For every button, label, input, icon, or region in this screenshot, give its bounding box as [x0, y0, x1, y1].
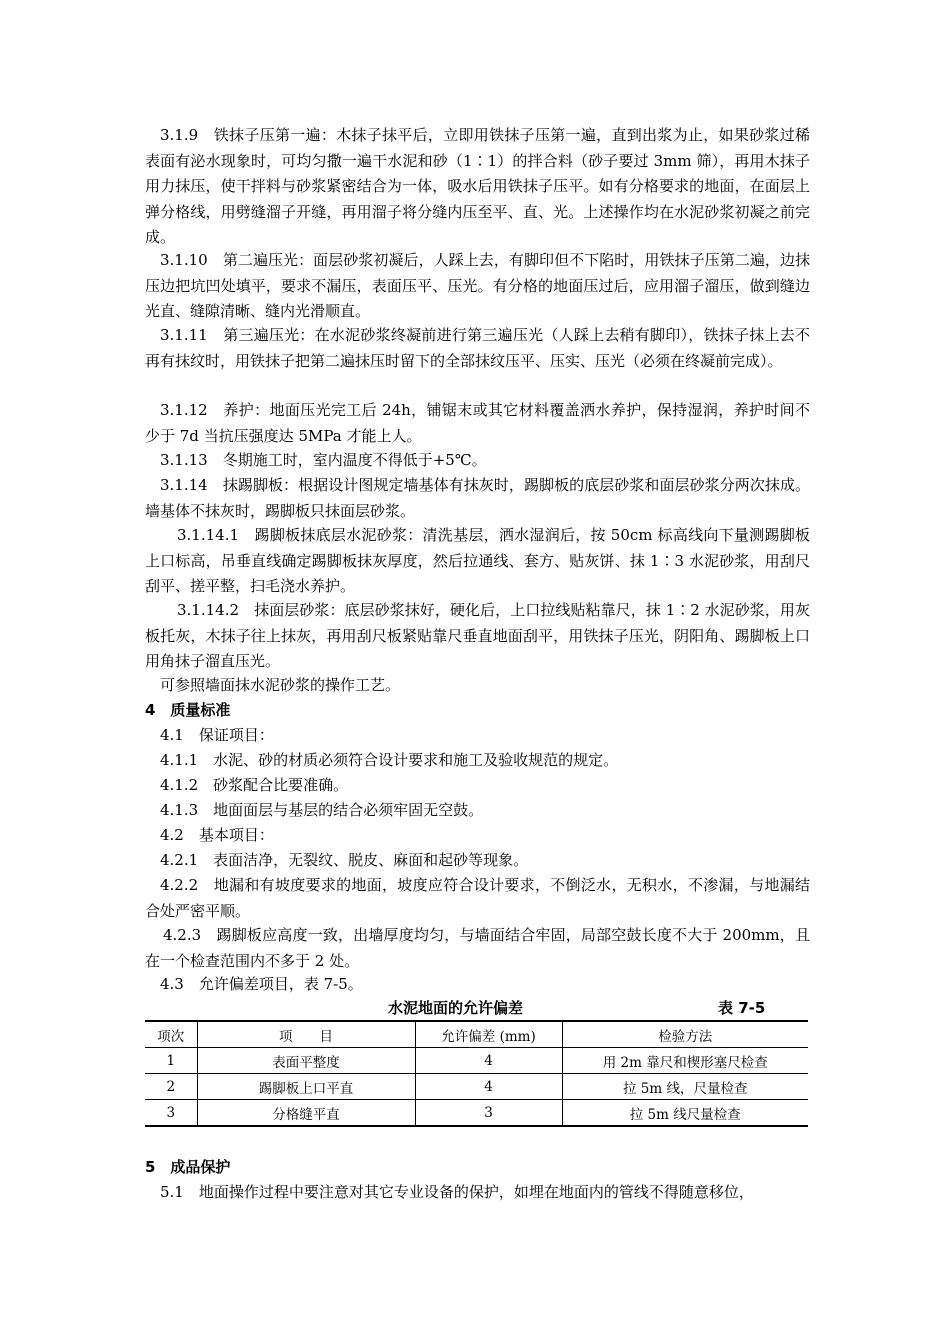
table-cell: 1 — [145, 1048, 197, 1074]
paragraph-3-1-14-1: 3.1.14.1 踢脚板抹底层水泥砂浆：清洗基层，洒水湿润后，按 50cm 标高线向下量测踢脚板上口标高，吊垂直线确定踢脚板抹灰厚度，然后拉通线、套方、贴灰饼、抹 1∶3 水泥砂浆，用刮尺刮平、搓平整，扫毛浇水养护。 — [145, 526, 810, 595]
table-cell: 4 — [415, 1048, 562, 1074]
section-heading-5: 5 成品保护 — [145, 1158, 231, 1176]
paragraph-3-1-10: 3.1.10 第二遍压光：面层砂浆初凝后，人踩上去，有脚印但不下陷时，用铁抹子压第二遍，边抹压边把坑凹处填平，要求不漏压，表面压平、压光。有分格的地面压过后，应用溜子溜压，做到缝边光直、缝隙清晰、缝内光滑顺直。 — [145, 251, 810, 320]
paragraph-reference: 可参照墙面抹水泥砂浆的操作工艺。 — [160, 676, 401, 694]
table-cell: 4 — [415, 1074, 562, 1100]
paragraph-4-1: 4.1 保证项目： — [160, 726, 274, 744]
table-row — [145, 1048, 808, 1074]
paragraph-3-1-11: 3.1.11 第三遍压光：在水泥砂浆终凝前进行第三遍压光（人踩上去稍有脚印），铁抹子抹上去不再有抹纹时，用铁抹子把第二遍抹压时留下的全部抹纹压平、压实、压光（必须在终凝前完成）。 — [145, 326, 810, 370]
table-number: 表 7-5 — [718, 999, 766, 1017]
table-cell: 3 — [145, 1100, 197, 1127]
header-method: 检验方法 — [562, 1021, 808, 1048]
paragraph-5-1: 5.1 地面操作过程中要注意对其它专业设备的保护，如埋在地面内的管线不得随意移位， — [160, 1183, 754, 1201]
header-index: 项次 — [145, 1021, 197, 1048]
table-row — [145, 1074, 808, 1100]
paragraph-3-1-14: 3.1.14 抹踢脚板：根据设计图规定墙基体有抹灰时，踢脚板的底层砂浆和面层砂浆分两次抹成。墙基体不抹灰时，踢脚板只抹面层砂浆。 — [145, 476, 810, 520]
table-cell: 3 — [415, 1100, 562, 1127]
paragraph-4-1-1: 4.1.1 水泥、砂的材质必须符合设计要求和施工及验收规范的规定。 — [160, 751, 619, 769]
table-cell: 拉 5m 线，尺量检查 — [562, 1074, 808, 1100]
paragraph-4-2-1: 4.2.1 表面洁净，无裂纹、脱皮、麻面和起砂等现象。 — [160, 851, 529, 869]
table-cell: 拉 5m 线尺量检查 — [562, 1100, 808, 1127]
section-heading-4: 4 质量标准 — [145, 701, 231, 719]
header-tolerance: 允许偏差 (mm) — [415, 1021, 562, 1048]
table-cell: 分格缝平直 — [197, 1100, 415, 1127]
paragraph-3-1-13: 3.1.13 冬期施工时，室内温度不得低于+5℃。 — [160, 451, 487, 469]
table-header-row — [145, 1021, 808, 1048]
paragraph-4-1-2: 4.1.2 砂浆配合比要准确。 — [160, 776, 349, 794]
paragraph-3-1-9: 3.1.9 铁抹子压第一遍：木抹子抹平后，立即用铁抹子压第一遍，直到出浆为止，如果砂浆过稀表面有泌水现象时，可均匀撒一遍干水泥和砂（1∶1）的拌合料（砂子要过 3mm 筛），再用木抹子用力抹压，使干拌料与砂浆紧密结合为一体，吸水后用铁抹子压平。如有分格要求的地面，在面层上弹分格线，用劈缝溜子开缝，再用溜子将分缝内压至平、直、光。上述操作均在水泥砂浆初凝之前完成。 — [145, 126, 810, 246]
paragraph-4-3: 4.3 允许偏差项目，表 7-5。 — [160, 975, 363, 993]
table-row — [145, 1100, 808, 1127]
paragraph-4-2: 4.2 基本项目： — [160, 826, 274, 844]
table-cell: 踢脚板上口平直 — [197, 1074, 415, 1100]
paragraph-3-1-14-2: 3.1.14.2 抹面层砂浆：底层砂浆抹好，硬化后，上口拉线贴粘靠尺，抹 1∶2 水泥砂浆，用灰板托灰，木抹子往上抹灰，再用刮尺板紧贴靠尺垂直地面刮平，用铁抹子压光，阴阳角、踢脚板上口用角抹子溜直压光。 — [145, 601, 810, 670]
paragraph-3-1-12: 3.1.12 养护：地面压光完工后 24h，铺锯末或其它材料覆盖洒水养护，保持湿润，养护时间不少于 7d 当抗压强度达 5MPa 才能上人。 — [145, 401, 810, 445]
table-cell: 表面平整度 — [197, 1048, 415, 1074]
paragraph-4-1-3: 4.1.3 地面面层与基层的结合必须牢固无空鼓。 — [160, 801, 484, 819]
table-caption: 水泥地面的允许偏差 — [388, 999, 524, 1017]
table-cell: 用 2m 靠尺和楔形塞尺检查 — [562, 1048, 808, 1074]
paragraph-4-2-3: 4.2.3 踢脚板应高度一致，出墙厚度均匀，与墙面结合牢固，局部空鼓长度不大于 200mm，且在一个检查范围内不多于 2 处。 — [145, 926, 810, 970]
tolerance-table — [145, 1020, 808, 1127]
table-cell: 2 — [145, 1074, 197, 1100]
header-item: 项 目 — [197, 1021, 415, 1048]
paragraph-4-2-2: 4.2.2 地漏和有坡度要求的地面，坡度应符合设计要求，不倒泛水，无积水，不渗漏，与地漏结合处严密平顺。 — [145, 876, 810, 920]
